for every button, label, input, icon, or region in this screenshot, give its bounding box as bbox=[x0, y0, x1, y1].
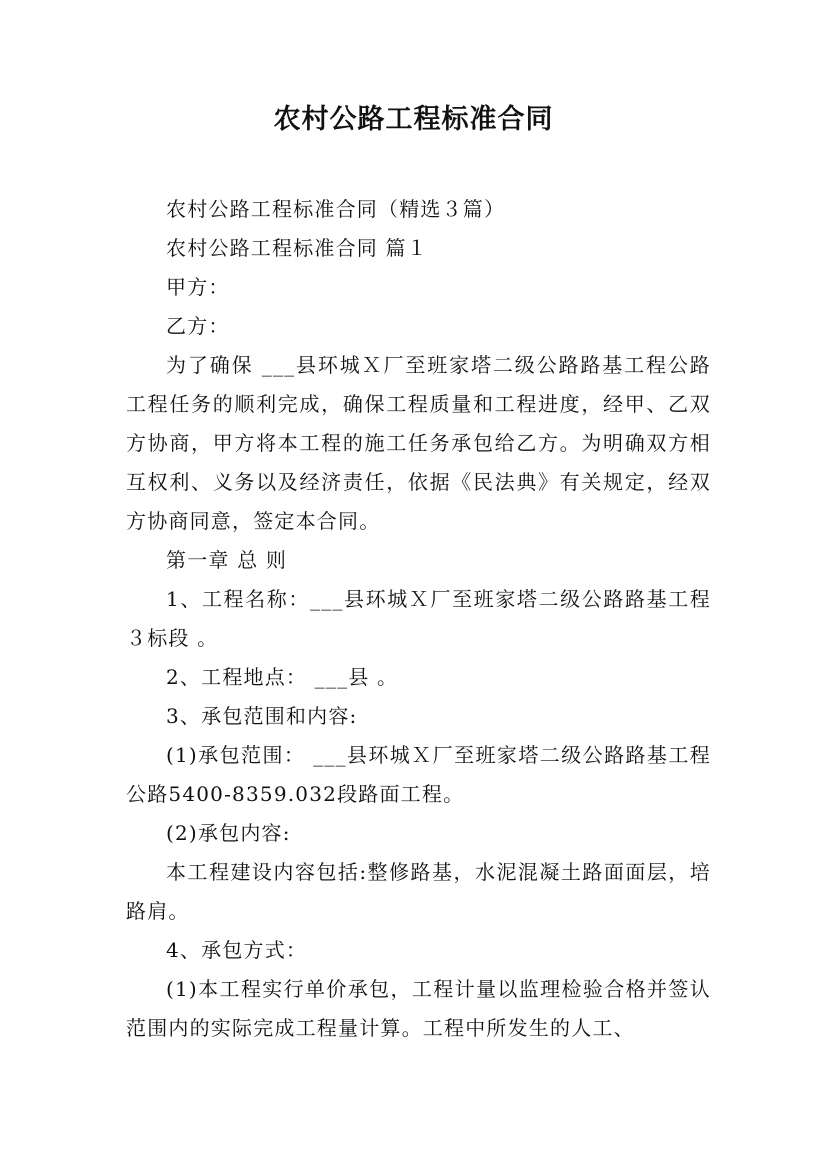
party-a-line: 甲方： bbox=[166, 275, 230, 299]
clause-project-location: 2、工程地点： ___县 。 bbox=[166, 665, 399, 689]
subtitle-paragraph: 农村公路工程标准合同（精选３篇） bbox=[166, 197, 506, 221]
preamble-paragraph: 为了确保 ___县环城Ｘ厂至班家塔二级公路路基工程公路工程任务的顺利完成，确保工程质量和工程进度，经甲、乙双方协商，甲方将本工程的施工任务承包给乙方。为明确双方相互权利、义务以及经济责任，依据《民法典》有关规定，经双方协商同意，签定本合同。 bbox=[126, 353, 711, 533]
document-title: 农村公路工程标准合同 bbox=[273, 104, 554, 135]
clause-method-heading: 4、承包方式： bbox=[166, 938, 308, 962]
clause-method: (1)本工程实行单价承包，工程计量以监理检验合格并签认范围内的实际完成工程量计算。工程中所发生的人工、 bbox=[126, 977, 711, 1040]
clause-content-heading: (2)承包内容: bbox=[166, 821, 291, 845]
clause-project-name: 1、工程名称：___县环城Ｘ厂至班家塔二级公路路基工程３标段 。 bbox=[126, 587, 711, 650]
clause-scope-heading: 3、承包范围和内容: bbox=[166, 704, 358, 728]
document-body bbox=[126, 190, 711, 1048]
clause-content: 本工程建设内容包括:整修路基，水泥混凝土路面面层，培路肩。 bbox=[126, 860, 711, 923]
chapter-heading: 第一章 总 则 bbox=[166, 548, 288, 572]
party-b-line: 乙方： bbox=[166, 314, 230, 338]
clause-scope: (1)承包范围： ___县环城Ｘ厂至班家塔二级公路路基工程公路5400-8359.032段路面工程。 bbox=[126, 743, 711, 806]
section-heading: 农村公路工程标准合同 篇１ bbox=[166, 236, 428, 260]
